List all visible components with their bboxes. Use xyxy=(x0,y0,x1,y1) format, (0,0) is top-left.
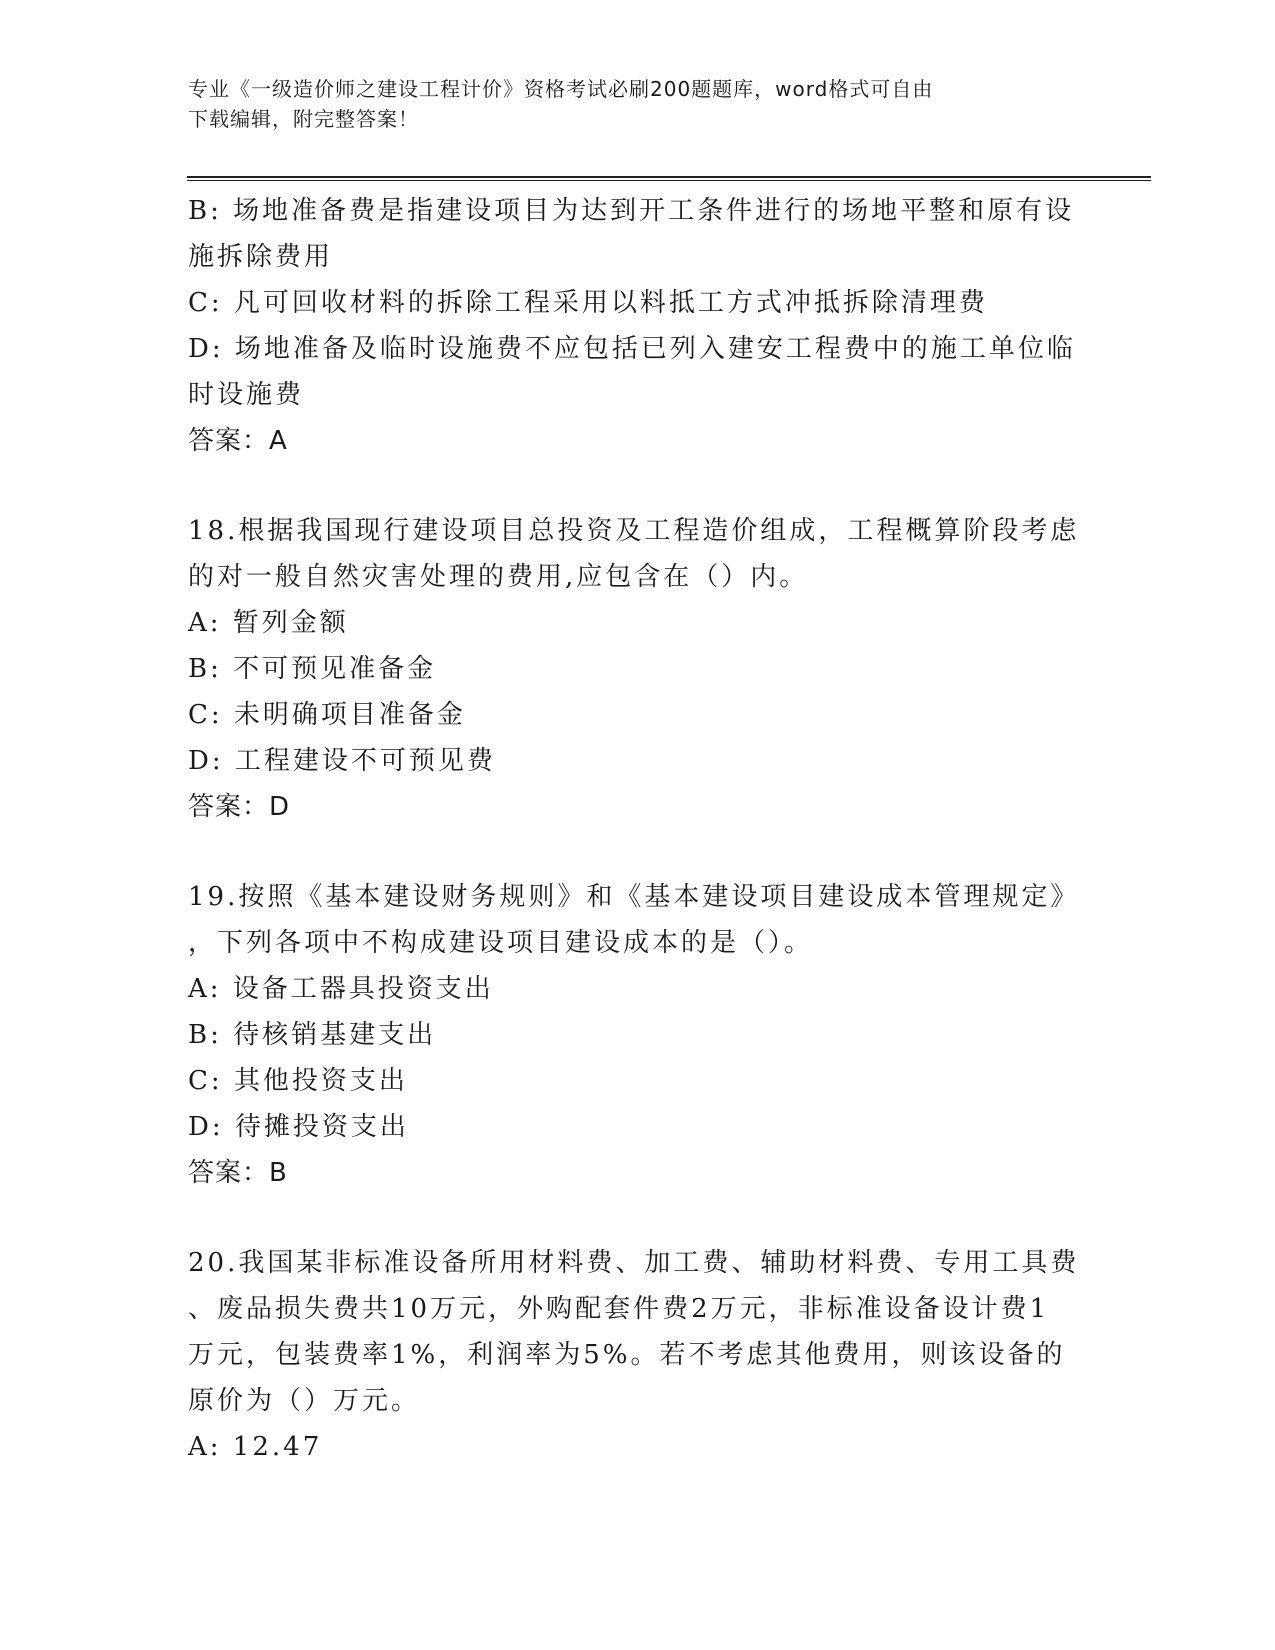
question-17-tail xyxy=(188,188,1088,464)
answer-line: 答案：A xyxy=(188,426,288,456)
question-stem-line: ，下列各项中不构成建设项目建设成本的是（）。 xyxy=(188,928,814,958)
option-d-line: D: 待摊投资支出 xyxy=(188,1112,409,1142)
question-stem-line: 18.根据我国现行建设项目总投资及工程造价组成，工程概算阶段考虑 xyxy=(188,516,1080,546)
option-b-line: B: 不可预见准备金 xyxy=(188,654,437,684)
question-stem-line: 20.我国某非标准设备所用材料费、加工费、辅助材料费、专用工具费 xyxy=(188,1248,1080,1278)
question-stem-line: 万元，包装费率1%，利润率为5%。若不考虑其他费用，则该设备的 xyxy=(188,1340,1066,1370)
option-b-line: B: 场地准备费是指建设项目为达到开工条件进行的场地平整和原有设 xyxy=(188,196,1075,226)
option-d-line: D: 场地准备及临时设施费不应包括已列入建安工程费中的施工单位临 xyxy=(188,334,1076,364)
option-c-line: C: 其他投资支出 xyxy=(188,1066,408,1096)
document-header xyxy=(188,74,1068,134)
question-stem-line: 19.按照《基本建设财务规则》和《基本建设项目建设成本管理规定》 xyxy=(188,882,1080,912)
option-b-continuation: 施拆除费用 xyxy=(188,242,334,272)
answer-line: 答案：D xyxy=(188,792,291,822)
header-line-1: 专业《一级造价师之建设工程计价》资格考试必刷200题题库，word格式可自由 xyxy=(188,77,934,101)
option-c-line: C: 未明确项目准备金 xyxy=(188,700,466,730)
header-divider xyxy=(187,176,1151,181)
question-20 xyxy=(188,1240,1088,1470)
option-d-continuation: 时设施费 xyxy=(188,380,305,410)
question-18 xyxy=(188,508,1088,830)
question-stem-line: 原价为（）万元。 xyxy=(188,1386,421,1416)
option-c-line: C: 凡可回收材料的拆除工程采用以料抵工方式冲抵拆除清理费 xyxy=(188,288,988,318)
question-stem-line: 的对一般自然灾害处理的费用,应包含在（）内。 xyxy=(188,562,809,592)
option-a-line: A: 暂列金额 xyxy=(188,608,349,638)
question-stem-line: 、废品损失费共10万元，外购配套件费2万元，非标准设备设计费1 xyxy=(188,1294,1050,1324)
question-19 xyxy=(188,874,1088,1196)
header-line-2: 下载编辑，附完整答案！ xyxy=(188,107,419,131)
option-a-line: A: 设备工器具投资支出 xyxy=(188,974,494,1004)
option-a-line: A: 12.47 xyxy=(188,1432,323,1462)
option-d-line: D: 工程建设不可预见费 xyxy=(188,746,496,776)
question-list xyxy=(188,188,1088,1470)
answer-line: 答案：B xyxy=(188,1158,288,1188)
option-b-line: B: 待核销基建支出 xyxy=(188,1020,437,1050)
